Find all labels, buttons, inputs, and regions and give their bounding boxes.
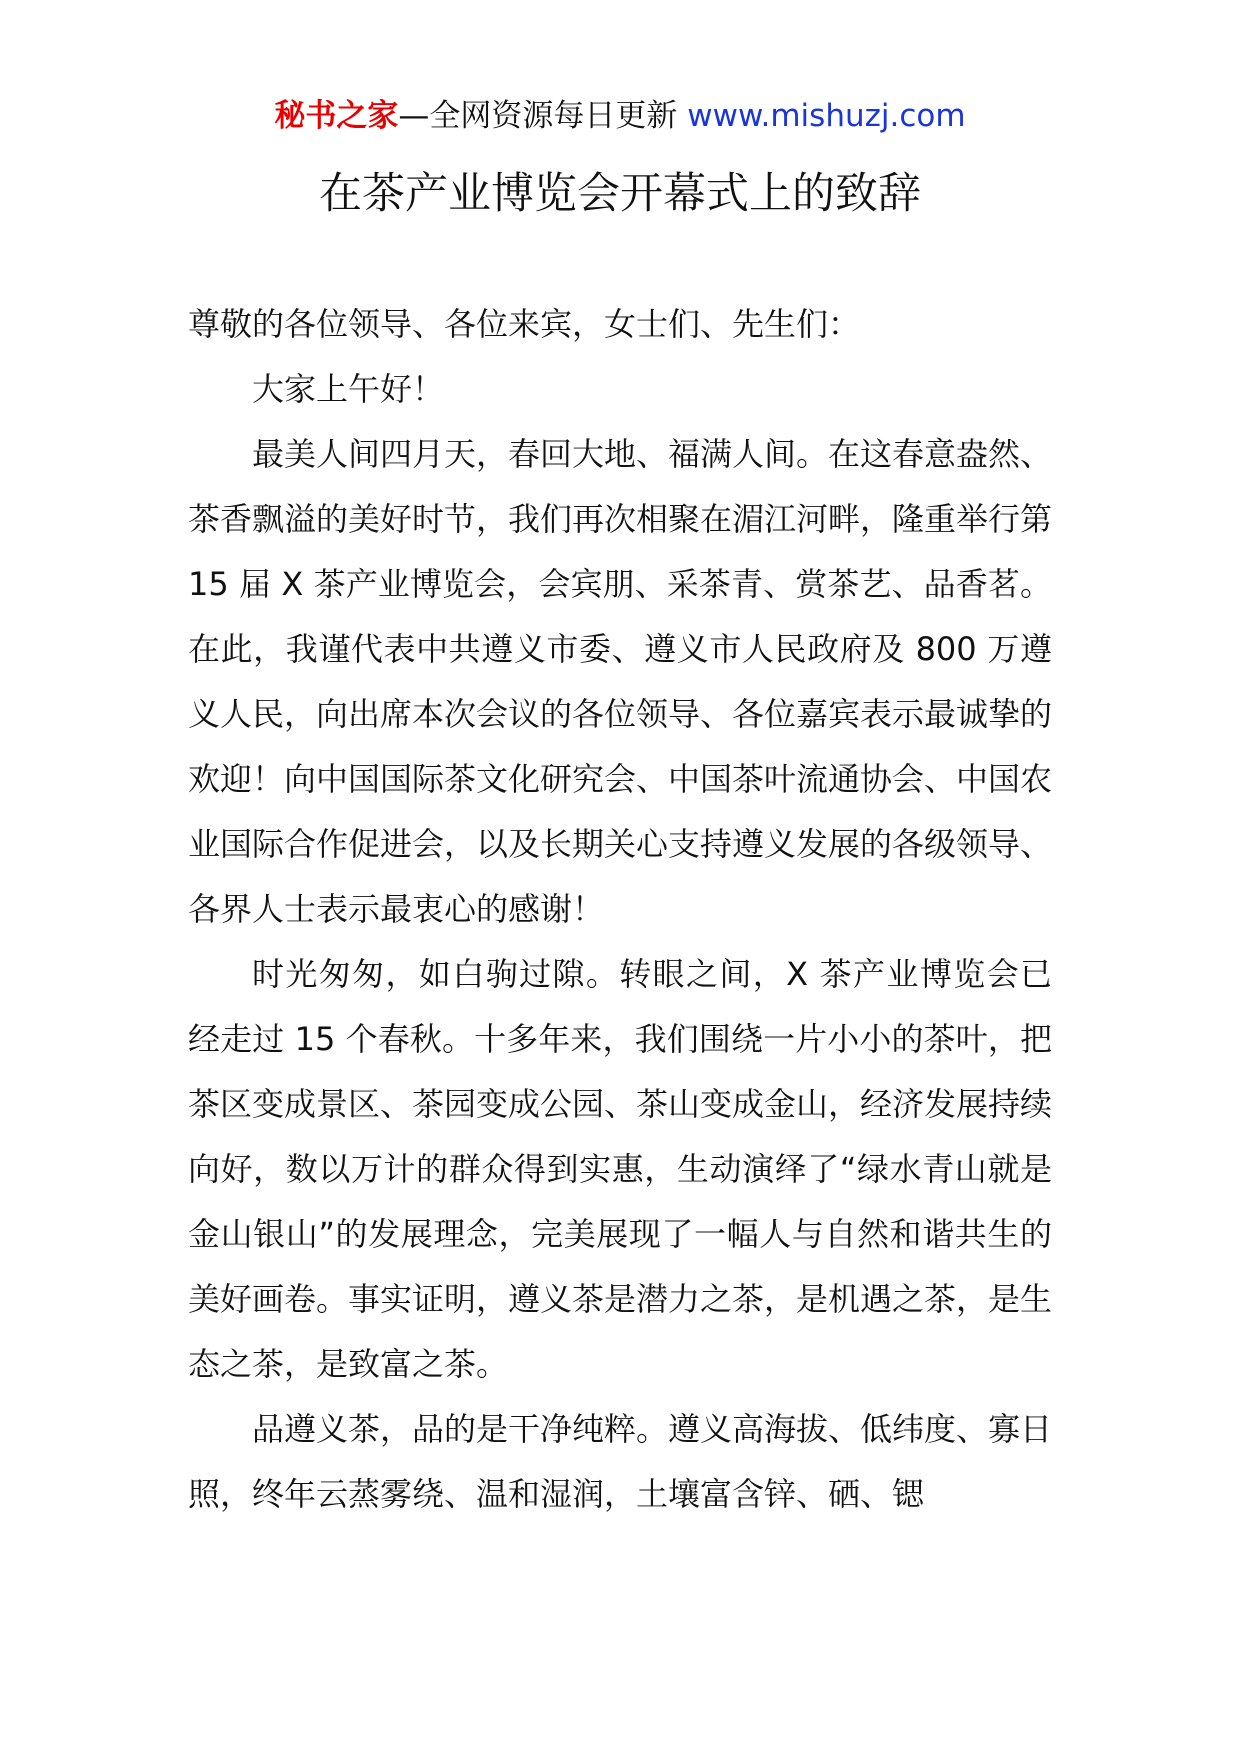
document-title: 在茶产业博览会开幕式上的致辞	[319, 169, 921, 219]
site-url-link[interactable]: www.mishuzj.com	[687, 98, 966, 134]
header-slogan: —全网资源每日更新	[398, 98, 688, 134]
body-paragraph: 品遵义茶，品的是干净纯粹。遵义高海拔、低纬度、寡日照，终年云蒸雾绕、温和湿润，土壤富含锌、硒、锶	[188, 1410, 1053, 1513]
document-body	[188, 292, 1052, 1527]
body-paragraph: 时光匆匆，如白驹过隙。转眼之间，X 茶产业博览会已经走过 15 个春秋。十多年来，我们围绕一片小小的茶叶，把茶区变成景区、茶园变成公园、茶山变成金山，经济发展持续向好，数以万计的群众得到实惠，生动演绎了“绿水青山就是金山银山”的发展理念，完美展现了一幅人与自然和谐共生的美好画卷。事实证明，遵义茶是潜力之茶，是机遇之茶，是生态之茶，是致富之茶。	[188, 955, 1053, 1383]
greeting-paragraph: 大家上午好！	[252, 370, 445, 408]
body-paragraph: 最美人间四月天，春回大地、福满人间。在这春意盎然、茶香飘溢的美好时节，我们再次相聚在湄江河畔，隆重举行第 15 届 X 茶产业博览会，会宾朋、采茶青、赏茶艺、品香茗。在此，我谨代表中共遵义市委、遵义市人民政府及 800 万遵义人民，向出席本次会议的各位领导、各位嘉宾表示最诚挚的欢迎！向中国国际茶文化研究会、中国茶叶流通协会、中国农业国际合作促进会，以及长期关心支持遵义发展的各级领导、各界人士表示最衷心的感谢！	[188, 435, 1053, 928]
brand-name: 秘书之家	[274, 98, 399, 134]
salutation: 尊敬的各位领导、各位来宾，女士们、先生们：	[188, 305, 861, 343]
header-banner	[0, 96, 1240, 136]
